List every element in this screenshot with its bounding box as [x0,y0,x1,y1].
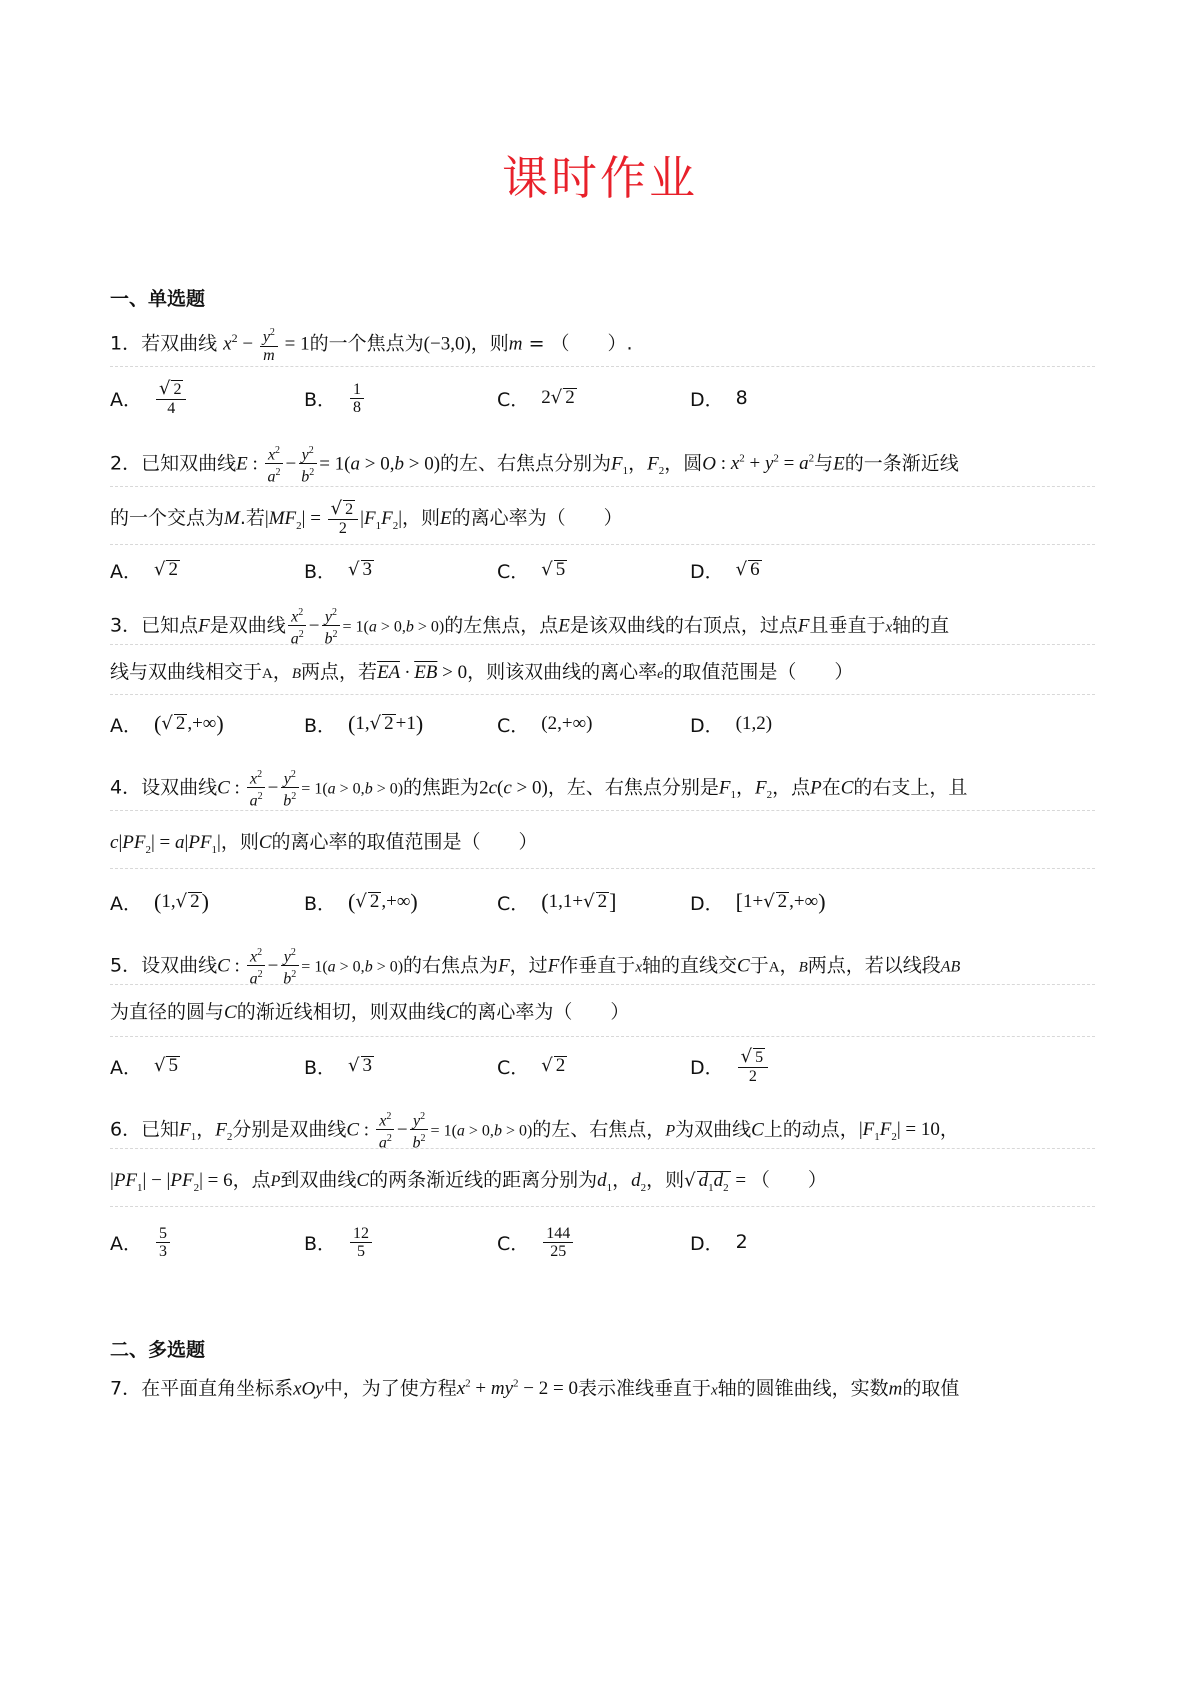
option-a[interactable]: A． √ 5 [110,1055,178,1079]
dashed-divider [110,810,1095,811]
option-b[interactable]: B． √ 3 [304,1055,373,1079]
dashed-divider [110,1148,1095,1149]
dashed-divider [110,366,1095,367]
question-1: 1．若双曲线 $x^2$ − $\frac{y^2}{m}$ = 1的一个焦点为(−3,0)，则m = （ ）. [110,324,1095,364]
dashed-divider [110,694,1095,695]
option-a[interactable]: A． √ 2 4 [110,376,188,420]
options-3 [110,702,1095,746]
page-title: 课时作业 [502,151,698,205]
question-3: 3．已知点F是双曲线 $\frac{x^2}{a^2}$ − $\frac{y^2}{b^2}$ = 1(a > 0,b > 0)的左焦点，点E是该双曲线的右顶点，过点F且垂直于x轴的直 [110,604,1095,648]
options-6 [110,1220,1095,1264]
question-6: 6．已知$F_1$，$F_2$分别是双曲线C : $\frac{x^2}{a^2}$ − $\frac{y^2}{b^2}$ = 1(a > 0,b > 0)的左、右焦点，P为双曲线C上的动点，$|F_1F_2| = 10$， [110,1108,1095,1152]
question-2-line-2: 的一个交点为M.若$|MF_2|$ = $\frac{√ 2}{2}$ $|F_1F_2|$，则E的离心率为（ ） [110,498,623,537]
dashed-divider [110,868,1095,869]
question-4-line-2: $c|PF_2| = a|PF_1|$，则C的离心率的取值范围是（ ） [110,831,538,856]
option-c[interactable]: C． 2√ 2 [497,387,575,411]
option-b[interactable]: B． ( √ 2 ,+∞ ) [304,889,418,915]
dashed-divider [110,984,1095,985]
option-a[interactable]: A． 5 3 [110,1220,172,1264]
option-a[interactable]: A． ( √ 2 ,+∞ ) [110,711,224,737]
question-5: 5．设双曲线C : $\frac{x^2}{a^2}$ − $\frac{y^2}{b^2}$ = 1(a > 0,b > 0)的右焦点为F，过F作垂直于x轴的直线交C于A，B两点，若以线段AB [110,944,1095,988]
dashed-divider [110,544,1095,545]
option-c[interactable]: C． √ 5 [497,559,566,583]
option-c[interactable]: C． ( 1,1+√ 2 ] [497,889,617,915]
option-d[interactable]: D． (1,2) [690,713,773,737]
question-5-line-2: 为直径的圆与C的渐近线相切，则双曲线C的离心率为（ ） [110,1001,630,1023]
options-4 [110,880,1095,924]
dashed-divider [110,1206,1095,1207]
option-d[interactable]: D． √ 5 2 [690,1044,770,1088]
option-c[interactable]: C． (2,+∞) [497,713,593,737]
option-d[interactable]: D． [ 1+√ 2 ,+∞ ) [690,889,826,915]
section-multiple-choice: 二、多选题 [110,1339,206,1361]
question-7: 7．在平面直角坐标系xOy中，为了使方程$x^2 + my^2 - 2 = 0$表示准线垂直于x轴的圆锥曲线，实数m的取值 [110,1377,960,1400]
option-a[interactable]: A． ( 1,√ 2 ) [110,889,209,915]
section-single-choice: 一、单选题 [110,288,206,310]
option-b[interactable]: B． 12 5 [304,1220,374,1264]
option-b[interactable]: B． ( 1,√ 2 +1 ) [304,711,424,737]
option-c[interactable]: C． √ 2 [497,1055,566,1079]
option-d[interactable]: D． 8 [690,387,748,411]
option-d[interactable]: D． √ 6 [690,559,760,583]
dashed-divider [110,1036,1095,1037]
question-6-line-2: $|PF_1| - |PF_2| = 6$，点P到双曲线C的两条渐近线的距离分别为$d_1$，$d_2$，则√ $d_1d_2$ = （ ） [110,1166,1095,1202]
options-1 [110,376,1095,420]
option-b[interactable]: B． 1 8 [304,376,366,420]
dashed-divider [110,486,1095,487]
question-3-line-2: 线与双曲线相交于A，B两点，若$\overline{EA} \cdot \overline{EB} > 0$，则该双曲线的离心率e的取值范围是（ ） [110,661,854,683]
option-d[interactable]: D． 2 [690,1231,748,1255]
options-2 [110,548,1095,592]
option-c[interactable]: C． 144 25 [497,1220,575,1264]
option-b[interactable]: B． √ 3 [304,559,373,583]
options-5 [110,1044,1095,1088]
question-2: 2．已知双曲线E : $\frac{x^2}{a^2}$ − $\frac{y^2}{b^2}$ = 1(a > 0,b > 0)的左、右焦点分别为$F_1$，$F_2$，圆O : $x^2 + y^2 = a^2$与E的一条渐近线 [110,442,1095,486]
question-number: 1． [110,332,142,355]
question-4: 4．设双曲线C : $\frac{x^2}{a^2}$ − $\frac{y^2}{b^2}$ = 1(a > 0,b > 0)的焦距为2c(c > 0)，左、右焦点分别是$F_1$，$F_2$，点P在C的右支上，且 [110,766,1095,810]
option-a[interactable]: A． √ 2 [110,559,178,583]
dashed-divider [110,644,1095,645]
